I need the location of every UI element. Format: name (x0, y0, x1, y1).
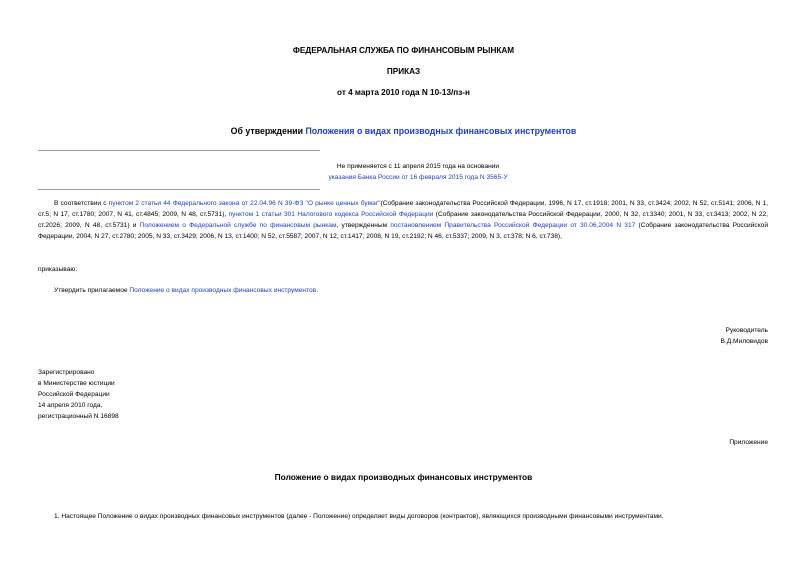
document-title (0, 126, 807, 136)
registration-line-3: Российской Федерации (38, 391, 110, 398)
order-word: приказываю: (38, 266, 78, 273)
registration-line-2: в Министерстве юстиции (38, 380, 115, 387)
title-prefix: Об утверждении (230, 126, 306, 136)
preamble-link-tax-code[interactable]: пунктом 1 статьи 301 Налогового кодекса Российской Федерации (228, 211, 434, 218)
preamble-text-3: (Собрание законодательства Российской Федерации, 2000, N 32, ст.3340; 2001, N 33, ст.3413; 2002, N 22, ст.2026; 2009, N 48, ст.5731) и (38, 211, 768, 229)
clause-1: 1. Настоящее Положение о видах производных финансовых инструментов (далее - Положение) определяет виды договоров (контрактов), являющихся производными финансовыми инструментами. (54, 513, 664, 520)
preamble-text-4: , утвержденным (336, 222, 391, 229)
registration-block (38, 367, 119, 422)
document-type: ПРИКАЗ (386, 67, 421, 76)
divider-top (38, 150, 320, 151)
approve-end: . (316, 287, 319, 294)
notice-link[interactable]: указания Банка России от 16 февраля 2015 года N 3565-У (328, 174, 508, 181)
signature-name: В.Д.Миловидов (720, 338, 768, 345)
approve-paragraph (54, 285, 318, 296)
approve-text: Утвердить прилагаемое (54, 287, 130, 294)
preamble-text-2: (Собрание законодательства Российской Федерации, 1996, N 17, ст.1918; 2001, N 33, ст.3424; 2002, N 52, ст.5141; 2006, N 1, ст.5; N 17, ст.1780; 2007, N 41, ст.4845; 2009, N 48, ст.5731), (38, 200, 768, 218)
registration-line-4: 14 апреля 2010 года, (38, 402, 103, 409)
title-link[interactable]: Положения о видах производных финансовых инструментов (305, 126, 577, 136)
preamble-text-5: (Собрание законодательства Российской Федерации, 2004, N 27, ст.2780; 2005, N 33, ст.3429; 2006, N 13, ст.1400; N 52, ст.5587; 2007, N 12, ст.1417; 2008, N 19, ст.2192; N 46, ст.5337; 2009, N 3, ст.378; N 6, ст.738), (38, 222, 768, 240)
appendix-title: Положение о видах производных финансовых инструментов (274, 472, 533, 482)
notice-line1: Не применяется с 11 апреля 2015 года на основании (336, 163, 500, 170)
divider-bottom (38, 189, 320, 190)
registration-line-1: Зарегистрировано (38, 369, 95, 376)
preamble-link-fsfr-regulation[interactable]: Положением о Федеральной службе по финансовым рынкам (139, 222, 337, 229)
signature-role: Руководитель (725, 327, 768, 334)
agency-name: ФЕДЕРАЛЬНАЯ СЛУЖБА ПО ФИНАНСОВЫМ РЫНКАМ (292, 46, 515, 55)
preamble-paragraph (38, 198, 768, 242)
registration-line-5: регистрационный N 16898 (38, 413, 119, 420)
appendix-label: Приложение (729, 439, 768, 446)
signature-block (600, 325, 768, 347)
preamble-link-securities-law[interactable]: пунктом 2 статьи 44 Федерального закона от 22.04.96 N 39-ФЗ "О рынке ценных бумаг" (108, 200, 381, 207)
preamble-link-government-decree[interactable]: постановлением Правительства Российской Федерации от 30.06.2004 N 317 (390, 222, 636, 229)
approve-link[interactable]: Положение о видах производных финансовых инструментов (129, 287, 317, 294)
document-date-number: от 4 марта 2010 года N 10-13/пз-н (337, 88, 470, 97)
preamble-text-1: В соответствии с (54, 200, 109, 207)
notice-block (290, 161, 546, 183)
